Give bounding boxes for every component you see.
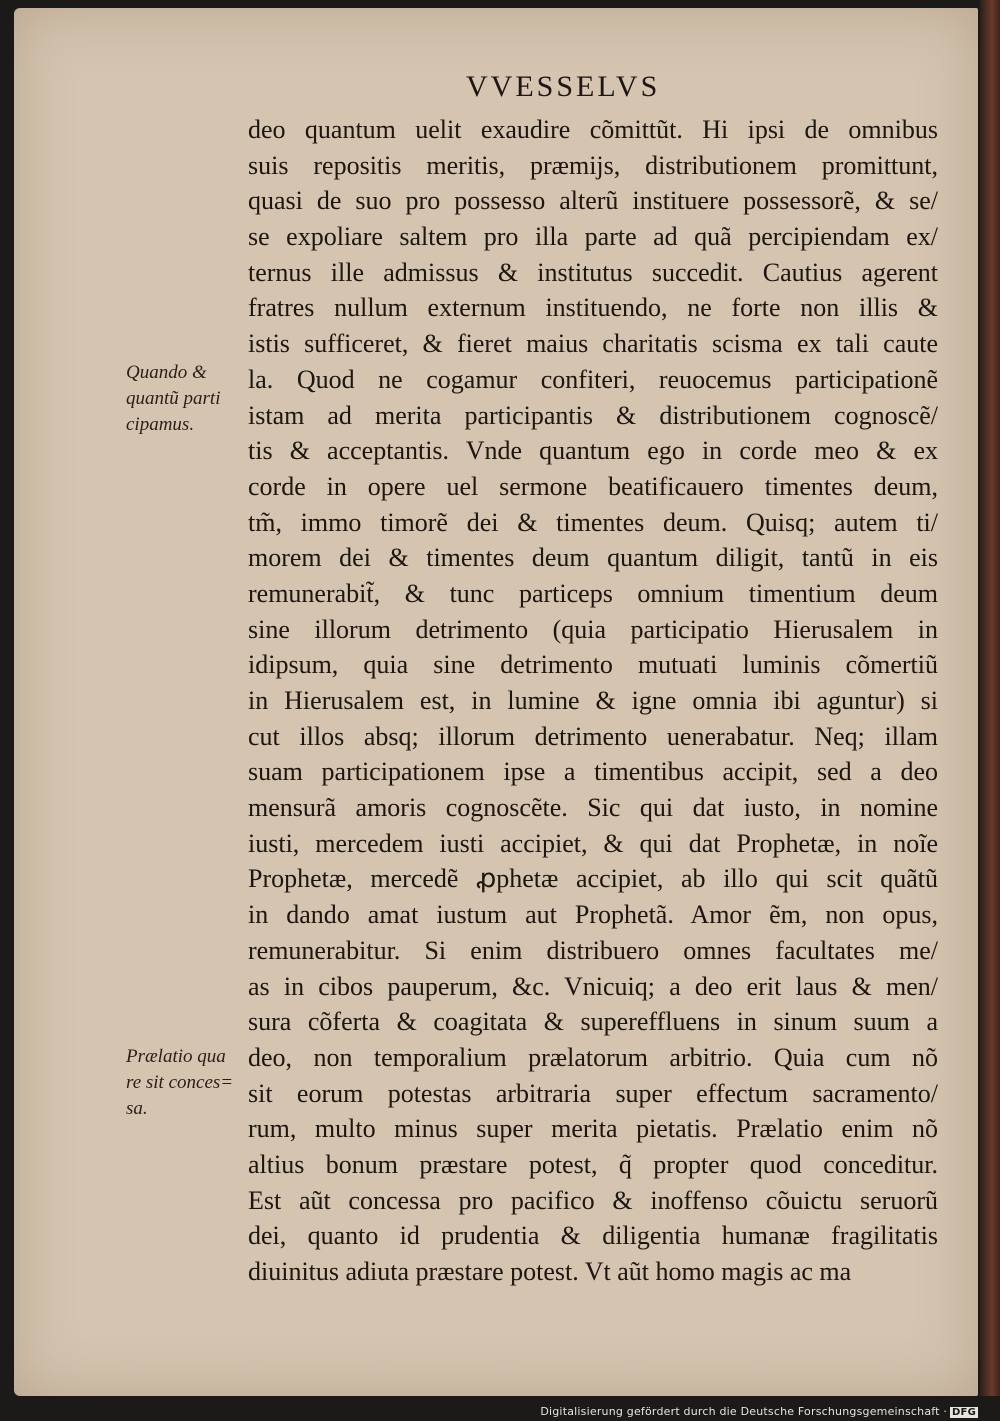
text-line: in dando amat iustum aut Prophetã. Amor ẽm, non opus,: [248, 900, 938, 930]
text-line: remunerabitur. Si enim distribuero omnes facultates me/: [248, 935, 938, 965]
text-line: diuinitus adiuta præstare potest. Vt aũt homo magis ac ma: [248, 1257, 852, 1286]
body-text: [248, 112, 938, 1290]
text-line: ternus ille admissus & institutus succedit. Cautius agerent: [248, 257, 938, 287]
text-line: la. Quod ne cogamur confiteri, reuocemus participationẽ: [248, 364, 938, 394]
text-line: remunerabit̃, & tunc particeps omnium timentium deum: [248, 578, 938, 608]
text-line: fratres nullum externum instituendo, ne forte non illis &: [248, 293, 938, 323]
text-line: deo quantum uelit exaudire cõmittũt. Hi ipsi de omnibus: [248, 115, 938, 144]
text-line: suam participationem ipse a timentibus accipit, sed a deo: [248, 757, 938, 787]
text-line: se expoliare saltem pro illa parte ad quã percipiendam ex/: [248, 222, 938, 252]
text-line: sit eorum potestas arbitraria super effectum sacramento/: [248, 1078, 938, 1108]
digitization-footer: [540, 1405, 978, 1418]
text-line: Prophetæ, mercedẽ ꝓphetæ accipiet, ab illo qui scit quãtũ: [248, 864, 938, 894]
marginal-note-line: Prælatio qua: [126, 1046, 226, 1067]
marginal-note-line: cipamus.: [126, 414, 195, 435]
text-line: tis & acceptantis. Vnde quantum ego in corde meo & ex: [248, 436, 938, 466]
text-line: Est aũt concessa pro pacifico & inoffenso cõuictu seruorũ: [248, 1185, 938, 1215]
dfg-logo: DFG: [952, 1407, 976, 1418]
marginal-note-line: re sit conces=: [126, 1072, 234, 1093]
text-line: istis sufficeret, & fieret maius charitatis scisma ex tali caute: [248, 329, 938, 359]
footer-text: Digitalisierung gefördert durch die Deutsche Forschungsgemeinschaft ·: [540, 1405, 948, 1418]
text-line: suis repositis meritis, præmĳs, distributionem promittunt,: [248, 150, 938, 180]
text-line: morem dei & timentes deum quantum diligit, tantũ in eis: [248, 543, 938, 573]
text-line: idipsum, quia sine detrimento mutuati luminis cõmertiũ: [248, 650, 938, 680]
text-line: sine illorum detrimento (quia participatio Hierusalem in: [248, 614, 938, 644]
text-line: dei, quanto id prudentia & diligentia humanæ fragilitatis: [248, 1221, 938, 1251]
text-line: cut illos absq; illorum detrimento uenerabatur. Neq; illam: [248, 721, 938, 751]
text-line: corde in opere uel sermone beatificauero timentes deum,: [248, 471, 938, 501]
text-line: tm̃, immo timorẽ dei & timentes deum. Quisq; autem ti/: [248, 507, 938, 537]
text-line: quasi de suo pro possesso alterũ instituere possessorẽ, & se/: [248, 186, 938, 216]
text-line: rum, multo minus super merita pietatis. Prælatio enim nõ: [248, 1114, 938, 1144]
text-line: altius bonum præstare potest, q̃ propter quod conceditur.: [248, 1149, 938, 1179]
text-line: in Hierusalem est, in lumine & igne omnia ibi aguntur) si: [248, 686, 938, 715]
text-line: iusti, mercedem iusti accipiet, & qui dat Prophetæ, in noĩe: [248, 828, 938, 858]
book-edge: [980, 0, 1000, 1396]
marginal-note-line: quantũ parti: [126, 388, 221, 409]
book-page: [14, 8, 978, 1396]
marginal-note-line: Quando &: [126, 362, 207, 383]
marginal-note-1: [126, 360, 254, 438]
marginal-note-line: sa.: [126, 1098, 148, 1119]
marginal-note-2: [126, 1044, 254, 1122]
text-line: deo, non temporalium prælatorum arbitrio. Quia cum nõ: [248, 1042, 938, 1072]
text-line: sura cõferta & coagitata & supereffluens in sinum suum a: [248, 1007, 938, 1037]
text-line: istam ad merita participantis & distributionem cognoscẽ/: [248, 400, 938, 430]
running-head: VVESSELVS: [466, 70, 661, 103]
text-line: mensurã amoris cognoscẽte. Sic qui dat iusto, in nomine: [248, 793, 938, 823]
text-line: as in cibos pauperum, &c. Vnicuiq; a deo erit laus & men/: [248, 971, 938, 1001]
